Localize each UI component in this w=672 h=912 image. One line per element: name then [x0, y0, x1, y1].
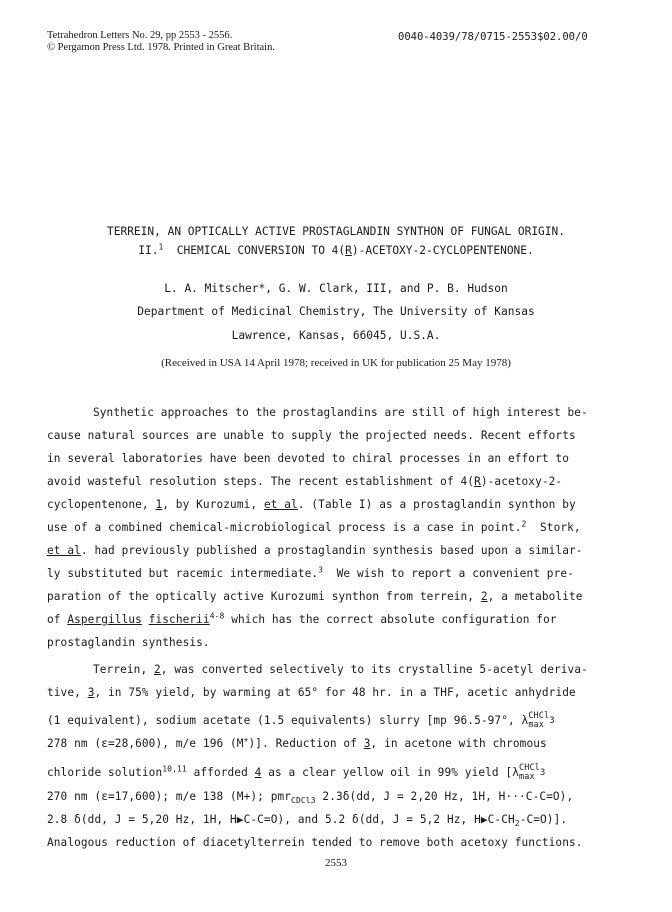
- p1-line-9: paration of the optically active Kurozumi synthon from terrein, 2, a metabolite: [47, 590, 583, 603]
- p1-line-2: cause natural sources are unable to supply the projected needs. Recent efforts: [47, 429, 576, 442]
- p1-line-7: et al. had previously published a prostaglandin synthesis based upon a similar-: [47, 544, 583, 557]
- received-dates: (Received in USA 14 April 1978; received in UK for publication 25 May 1978): [161, 357, 511, 369]
- p1-line-5: cyclopentenone, 1, by Kurozumi, et al. (Table I) as a prostaglandin synthon by: [47, 498, 576, 511]
- p2-line-5: chloride solution$^{10,11}$ afforded 4 as a clear yellow oil in 99% yield [λ CHCl max 3: [47, 763, 546, 782]
- copyright-line: © Pergamon Press Ltd. 1978. Printed in Great Britain.: [47, 42, 275, 53]
- article-title-line-1: TERREIN, AN OPTICALLY ACTIVE PROSTAGLANDIN SYNTHON OF FUNGAL ORIGIN.: [106, 225, 565, 238]
- affiliation-address: Lawrence, Kansas, 66045, U.S.A.: [231, 329, 441, 342]
- affiliation-department: Department of Medicinal Chemistry, The University of Kansas: [137, 305, 535, 318]
- article-title-line-2: II.$^1$ CHEMICAL CONVERSION TO 4(R)-ACETOXY-2-CYCLOPENTENONE.: [138, 242, 534, 257]
- p1-line-11: prostaglandin synthesis.: [47, 636, 210, 649]
- article-code: 0040-4039/78/0715-2553$02.00/0: [398, 31, 588, 43]
- p1-line-10: of Aspergillus fischerii$^{4-8}$ which has the correct absolute configuration for: [47, 611, 557, 626]
- p2-line-2: tive, 3, in 75% yield, by warming at 65° for 48 hr. in a THF, acetic anhydride: [47, 686, 576, 699]
- journal-citation: Tetrahedron Letters No. 29, pp 2553 - 2556.: [47, 30, 233, 41]
- p1-line-6: use of a combined chemical-microbiological process is a case in point.$^2$ Stork,: [47, 519, 581, 534]
- p1-line-4: avoid wasteful resolution steps. The recent establishment of 4(R)-acetoxy-2-: [47, 475, 563, 488]
- authors: L. A. Mitscher*, G. W. Clark, III, and P. B. Hudson: [164, 282, 508, 295]
- page-number: 2553: [325, 857, 347, 869]
- p2-line-8: Analogous reduction of diacetylterrein tended to remove both acetoxy functions.: [47, 836, 583, 849]
- p1-line-1: Synthetic approaches to the prostaglandins are still of high interest be-: [93, 406, 588, 419]
- p2-line-6: 270 nm (ε=17,600); m/e 138 (M+); pmr$_{CDCl3}$ 2.3δ(dd, J = 2,20 Hz, 1H, H···C-C=O),: [47, 790, 574, 806]
- p2-line-1: Terrein, 2, was converted selectively to its crystalline 5-acetyl deriva-: [93, 663, 588, 676]
- p1-line-8: ly substituted but racemic intermediate.$^3$ We wish to report a convenient pre-: [47, 565, 574, 580]
- p2-line-3: (1 equivalent), sodium acetate (1.5 equivalents) slurry [mp 96.5-97°, λ CHCl max 3: [47, 711, 555, 730]
- p2-line-7: 2.8 δ(dd, J = 5,20 Hz, 1H, H▶C-C=O), and 5.2 δ(dd, J = 5,2 Hz, $H▶C-CH_2-C=O$)].: [47, 813, 568, 829]
- p2-line-4: 278 nm (ε=28,600), m/e 196 (M+)]. Reduction of 3, in acetone with chromous: [47, 735, 547, 750]
- p1-line-3: in several laboratories have been devoted to chiral processes in an effort to: [47, 452, 569, 465]
